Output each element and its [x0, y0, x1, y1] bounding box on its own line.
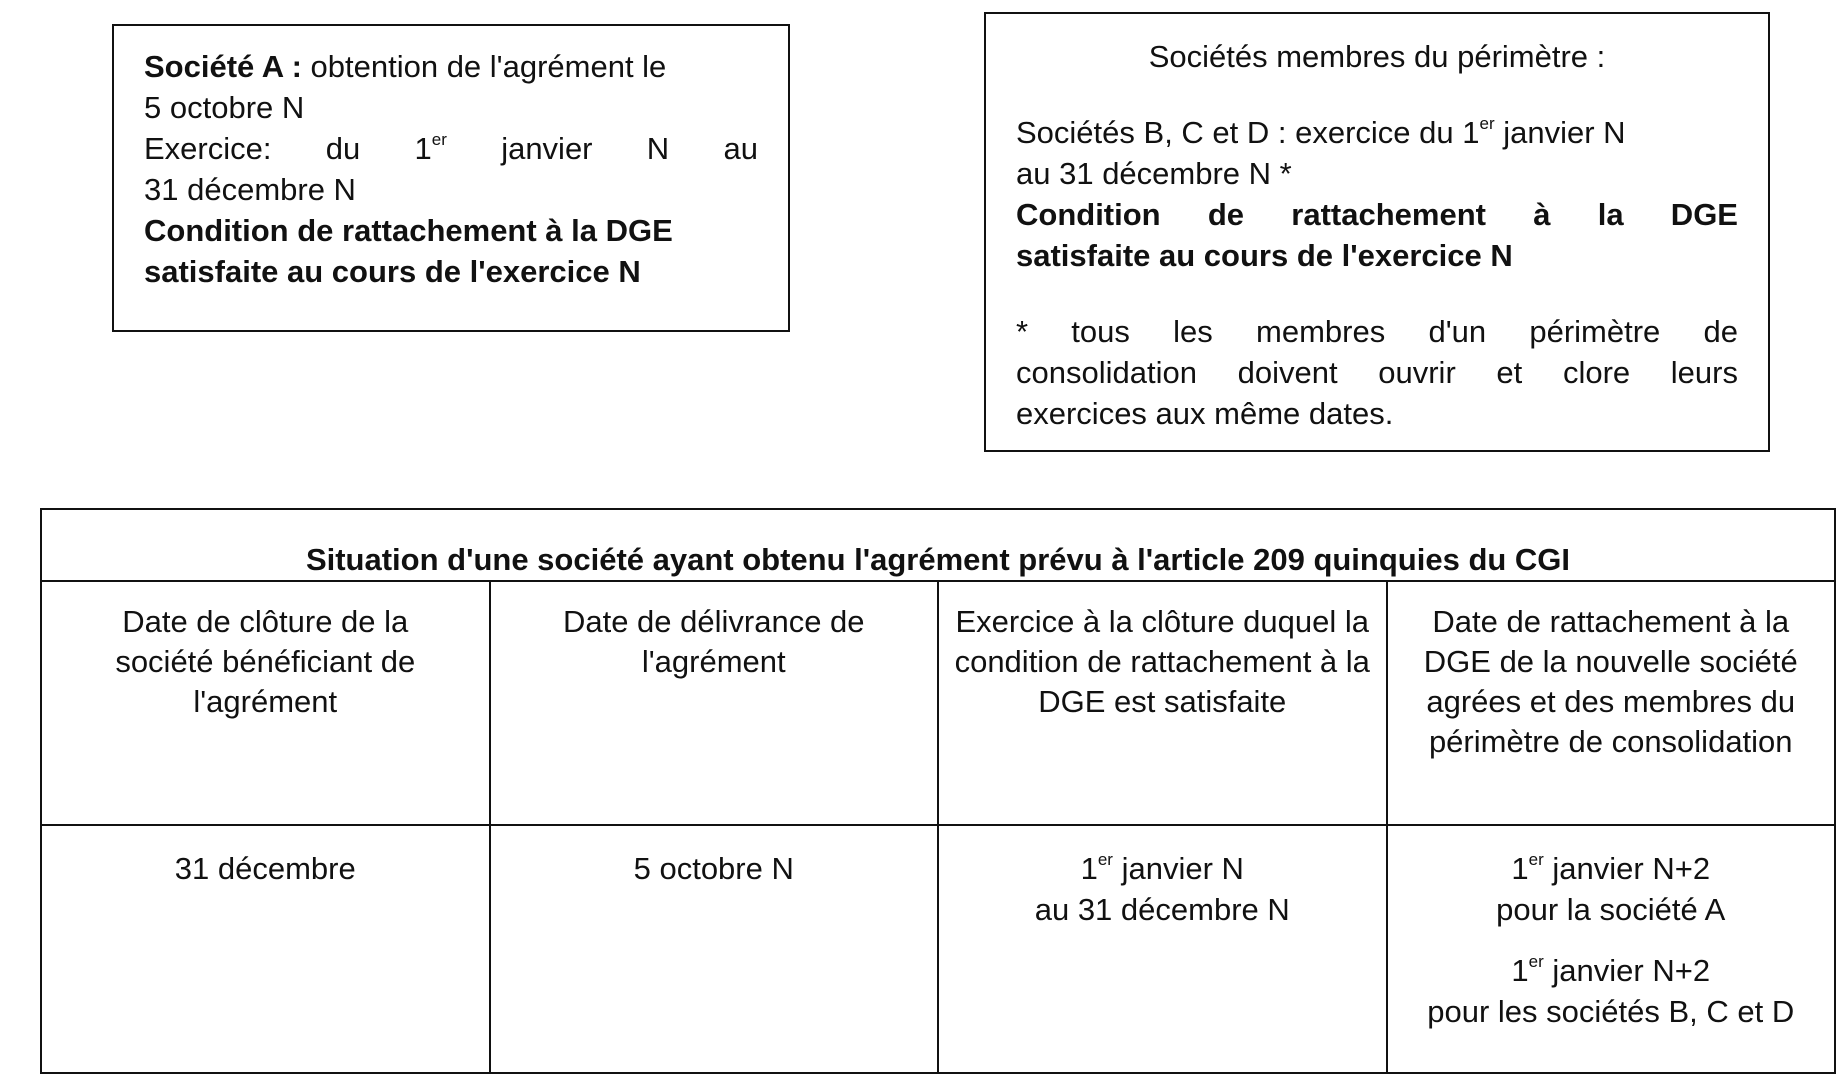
- header-date-delivrance: Date de délivrance de l'agrément: [490, 581, 939, 825]
- societe-a-exercice-line: [144, 128, 758, 169]
- cell-date-cloture: 31 décembre: [41, 825, 490, 1073]
- societes-bcd-condition-1: Condition de rattachement à la DGE: [1016, 197, 1738, 232]
- table-header-row: [41, 581, 1835, 825]
- societe-a-box: [112, 24, 790, 332]
- societe-a-agrement-text: obtention de l'agrément le: [301, 49, 667, 84]
- cell-exercice: 1er janvier N au 31 décembre N: [938, 825, 1387, 1073]
- cell-date-delivrance: 5 octobre N: [490, 825, 939, 1073]
- first-ordinal: 1er: [414, 130, 447, 166]
- situation-table: [40, 508, 1836, 1074]
- janvier-word: janvier: [501, 131, 593, 166]
- table-row: [41, 825, 1835, 1073]
- societes-membres-title: Sociétés membres du périmètre :: [1148, 39, 1606, 74]
- societe-a-agrement-date: 5 octobre N: [144, 90, 305, 125]
- societe-a-line-1: [144, 46, 758, 87]
- societe-a-label: Société A :: [144, 49, 302, 84]
- societes-bcd-exercice: Sociétés B, C et D : exercice du 1er janvier N: [1016, 114, 1626, 150]
- table-title: Situation d'une société ayant obtenu l'agrément prévu à l'article 209 quinquies du CGI: [41, 509, 1835, 581]
- societe-a-condition-2: satisfaite au cours de l'exercice N: [144, 254, 641, 289]
- du-word: du: [325, 131, 361, 166]
- n-word: N: [646, 131, 670, 166]
- societe-a-condition-1: Condition de rattachement à la DGE: [144, 213, 673, 248]
- rattachement-societes-bcd: 1er janvier N+2 pour les sociétés B, C et D: [1427, 952, 1795, 1029]
- cell-date-rattachement: [1387, 825, 1836, 1073]
- footnote-line-2: consolidation doivent ouvrir et clore leurs: [1016, 355, 1738, 390]
- header-exercice-condition: Exercice à la clôture duquel la condition de rattachement à la DGE est satisfaite: [938, 581, 1387, 825]
- header-date-cloture: Date de clôture de la société bénéficiant de l'agrément: [41, 581, 490, 825]
- exercice-word: Exercice:: [144, 131, 272, 166]
- rattachement-societe-a: 1er janvier N+2 pour la société A: [1496, 850, 1726, 927]
- societes-bcd-exercice-end: au 31 décembre N *: [1016, 156, 1292, 191]
- header-date-rattachement: Date de rattachement à la DGE de la nouvelle société agrées et des membres du périmètre de consolidation: [1387, 581, 1836, 825]
- footnote-line-3: exercices aux même dates.: [1016, 396, 1394, 431]
- au-word: au: [723, 131, 758, 166]
- societes-membres-box: [984, 12, 1770, 452]
- societes-bcd-condition-2: satisfaite au cours de l'exercice N: [1016, 238, 1513, 273]
- societe-a-exercice-end: 31 décembre N: [144, 172, 356, 207]
- footnote-line-1: * tous les membres d'un périmètre de: [1016, 314, 1738, 349]
